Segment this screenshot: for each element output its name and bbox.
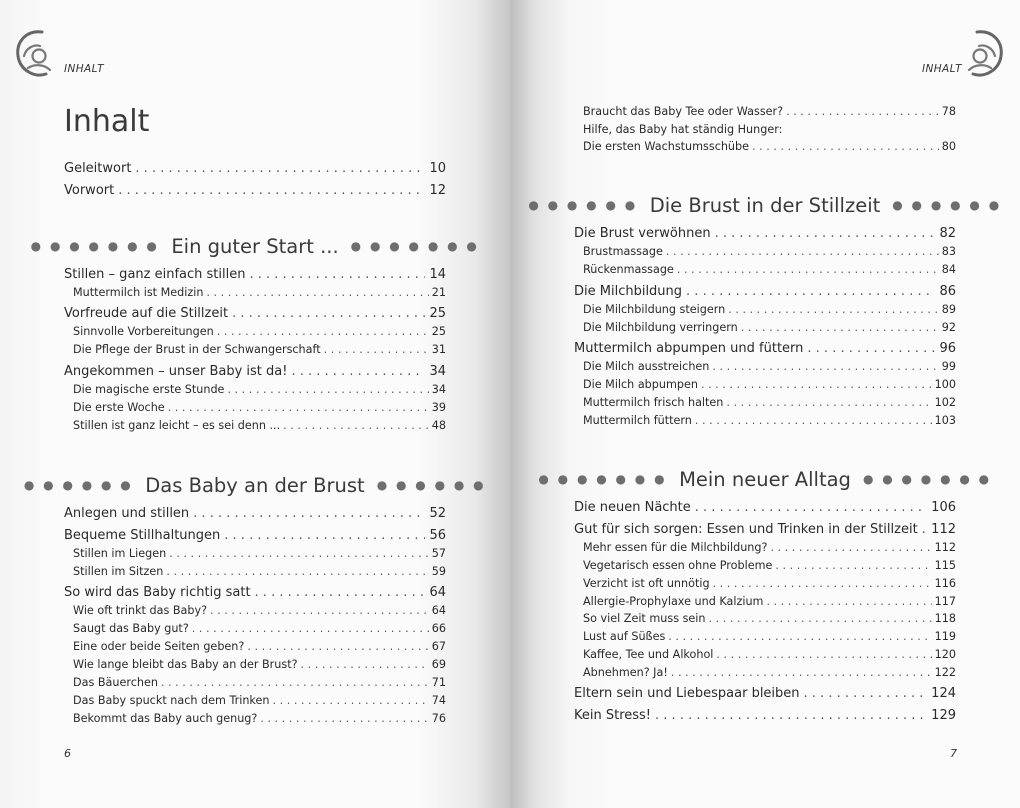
toc-subentry[interactable]: [73, 565, 446, 580]
dot-leader: [272, 694, 428, 707]
toc-entry-page: 118: [934, 612, 956, 625]
toc-entry-page: 59: [431, 565, 446, 578]
dot-leader: [206, 286, 428, 299]
toc-entry-title: Die Milch abpumpen: [583, 378, 698, 391]
toc-entry-title: Die Milch ausstreichen: [583, 360, 710, 373]
toc-entry[interactable]: [574, 341, 956, 358]
toc-entry[interactable]: [574, 226, 956, 243]
toc-entry-title: Stillen – ganz einfach stillen: [64, 267, 246, 282]
toc-entry-title: Gut für sich sorgen: Essen und Trinken in der Stillzeit: [574, 522, 918, 537]
toc-entry-title: Die ersten Wachstumsschübe: [583, 140, 750, 153]
toc-entry[interactable]: [64, 364, 446, 381]
dot-leader: [135, 161, 425, 176]
toc-entry-title: Muttermilch ist Medizin: [73, 286, 204, 299]
toc-entry-title: Angekommen – unser Baby ist da!: [64, 364, 288, 379]
heading-dots: ● ● ● ● ● ● ●: [350, 239, 480, 253]
dot-leader: [260, 712, 428, 725]
toc-entry-title: Eltern sein und Liebespaar bleiben: [574, 686, 800, 701]
dot-leader: [255, 585, 426, 600]
dot-leader: [804, 686, 928, 701]
dot-leader: [283, 419, 429, 432]
dot-leader: [249, 267, 425, 282]
toc-entry-page: 117: [934, 595, 956, 608]
dot-leader: [210, 604, 429, 617]
toc-subentry[interactable]: [583, 630, 956, 645]
toc-subentry[interactable]: [73, 286, 446, 301]
dot-leader: [324, 343, 429, 356]
dot-leader: [786, 105, 939, 118]
dot-leader: [668, 630, 931, 643]
toc-entry-title: Die magische erste Stunde: [73, 383, 225, 396]
toc-entry[interactable]: [64, 267, 446, 284]
dot-leader: [709, 612, 932, 625]
toc-entry-page: 129: [931, 708, 956, 723]
heading-dots: ● ● ● ● ● ●: [892, 198, 1002, 212]
toc-entry-title: Brustmassage: [583, 245, 663, 258]
toc-entry-title: Anlegen und stillen: [64, 506, 190, 521]
toc-entry-title: Rückenmassage: [583, 263, 674, 276]
toc-entry[interactable]: [64, 183, 446, 200]
dot-leader: [224, 528, 425, 543]
toc-entry-title: Sinnvolle Vorbereitungen: [73, 325, 214, 338]
toc-entry-page: 122: [934, 666, 956, 679]
toc-subentry[interactable]: [583, 378, 956, 393]
toc-entry-page: 103: [934, 414, 956, 427]
toc-entry-title: Die Pflege der Brust in der Schwangerschaft: [73, 343, 321, 356]
dot-leader: [166, 565, 428, 578]
page-number: 7: [950, 747, 957, 760]
toc-entry-title: Lust auf Süßes: [583, 630, 666, 643]
heading-dots: ● ● ● ● ● ●: [23, 478, 134, 492]
section-title: Die Brust in der Stillzeit: [649, 193, 881, 217]
section-title: Mein neuer Alltag: [679, 467, 851, 491]
dot-leader: [766, 595, 931, 608]
dot-leader: [741, 321, 939, 334]
toc-entry-title: Muttermilch füttern: [583, 414, 692, 427]
dot-leader: [775, 559, 931, 572]
toc-entry-page: 80: [941, 140, 956, 153]
toc-entry-page: 89: [941, 303, 956, 316]
toc-entry-title: Vegetarisch essen ohne Probleme: [583, 559, 773, 572]
toc-entry-page: 21: [431, 286, 446, 299]
dot-leader: [161, 676, 429, 689]
mother-baby-logo-icon: [12, 26, 60, 86]
toc-entry-page: 119: [934, 630, 956, 643]
dot-leader: [728, 303, 939, 316]
toc-entry[interactable]: [64, 528, 446, 545]
dot-leader: [686, 284, 935, 299]
toc-entry-title: Stillen im Liegen: [73, 547, 167, 560]
toc-entry-title: Die Milchbildung: [574, 284, 683, 299]
dot-leader: [922, 522, 928, 537]
toc-entry-page: 96: [939, 341, 956, 356]
toc-subentry[interactable]: [583, 666, 956, 681]
toc-entry-title: Vorwort: [64, 183, 115, 198]
dot-leader: [713, 577, 932, 590]
toc-entry-page: 57: [431, 547, 446, 560]
toc-entry-title: Braucht das Baby Tee oder Wasser?: [583, 105, 784, 118]
toc-entry-title: Bekommt das Baby auch genug?: [73, 712, 258, 725]
toc-entry-page: 106: [931, 500, 956, 515]
toc-entry-title: Verzicht ist oft unnötig: [583, 577, 710, 590]
section-heading: [538, 464, 992, 494]
toc-subentry[interactable]: [583, 123, 956, 138]
dot-leader: [193, 506, 425, 521]
toc-subentry[interactable]: [73, 604, 446, 619]
dot-leader: [695, 500, 927, 515]
toc-entry[interactable]: [574, 500, 956, 517]
toc-entry-title: Die Brust verwöhnen: [574, 226, 711, 241]
toc-subentry[interactable]: [73, 325, 446, 340]
toc-entry-page: 64: [429, 585, 446, 600]
dot-leader: [695, 414, 932, 427]
toc-entry[interactable]: [64, 161, 446, 178]
dot-leader: [752, 140, 939, 153]
toc-entry-page: 86: [939, 284, 956, 299]
toc-entry-page: 12: [429, 183, 446, 198]
dot-leader: [807, 341, 935, 356]
toc-entry-page: 34: [431, 383, 446, 396]
toc-subentry[interactable]: [583, 303, 956, 318]
toc-entry-title: Das Bäuerchen: [73, 676, 158, 689]
dot-leader: [247, 640, 428, 653]
dot-leader: [726, 396, 931, 409]
toc-entry[interactable]: [64, 506, 446, 523]
dot-leader: [770, 541, 931, 554]
toc-subentry[interactable]: [583, 541, 956, 556]
toc-entry-title: Mehr essen für die Milchbildung?: [583, 541, 768, 554]
heading-dots: ● ● ● ● ● ● ●: [538, 472, 668, 486]
toc-entry-title: Kein Stress!: [574, 708, 652, 723]
section-title: Ein guter Start ...: [171, 234, 339, 258]
toc-entry-page: 112: [931, 522, 956, 537]
toc-subentry[interactable]: [583, 577, 956, 592]
toc-subentry[interactable]: [73, 676, 446, 691]
toc-entry-page: 76: [431, 712, 446, 725]
toc-entry-page: 82: [939, 226, 956, 241]
toc-entry-title: Abnehmen? Ja!: [583, 666, 668, 679]
toc-entry-page: 67: [431, 640, 446, 653]
toc-subentry[interactable]: [583, 263, 956, 278]
toc-subentry[interactable]: [583, 396, 956, 411]
toc-subentry[interactable]: [73, 658, 446, 673]
toc-entry-title: Wie lange bleibt das Baby an der Brust?: [73, 658, 298, 671]
toc-entry[interactable]: [574, 686, 956, 703]
toc-entry-page: 39: [431, 401, 446, 414]
toc-entry-title: Vorfreude auf die Stillzeit: [64, 306, 229, 321]
toc-subentry[interactable]: [583, 105, 956, 120]
toc-entry-page: 48: [431, 419, 446, 432]
toc-entry-title: Stillen im Sitzen: [73, 565, 164, 578]
toc-entry-title: Die neuen Nächte: [574, 500, 691, 515]
toc-entry-title: Saugt das Baby gut?: [73, 622, 189, 635]
toc-entry-page: 92: [941, 321, 956, 334]
toc-entry-title: Bequeme Stillhaltungen: [64, 528, 221, 543]
toc-entry-title: Eine oder beide Seiten geben?: [73, 640, 245, 653]
toc-entry-title: Muttermilch abpumpen und füttern: [574, 341, 804, 356]
toc-entry-page: 64: [431, 604, 446, 617]
toc-entry-page: 66: [431, 622, 446, 635]
toc-entry-page: 74: [431, 694, 446, 707]
running-head: INHALT: [922, 63, 962, 75]
section-heading: [528, 190, 1002, 220]
toc-subentry[interactable]: [583, 612, 956, 627]
toc-subentry[interactable]: [583, 245, 956, 260]
toc-subentry[interactable]: [73, 419, 446, 434]
toc-entry-title: Allergie-Prophylaxe und Kalzium: [583, 595, 764, 608]
toc-entry-page: 112: [934, 541, 956, 554]
dot-leader: [677, 263, 939, 276]
dot-leader: [716, 648, 931, 661]
dot-leader: [291, 364, 425, 379]
toc-subentry[interactable]: [73, 712, 446, 727]
toc-entry-page: 99: [941, 360, 956, 373]
toc-entry-page: 71: [431, 676, 446, 689]
running-head: INHALT: [64, 63, 104, 75]
heading-dots: ● ● ● ● ● ● ●: [30, 239, 160, 253]
toc-entry-page: 124: [931, 686, 956, 701]
toc-entry-title: Die erste Woche: [73, 401, 165, 414]
heading-dots: ● ● ● ● ● ● ●: [862, 472, 992, 486]
toc-entry-title: Muttermilch frisch halten: [583, 396, 724, 409]
section-title: Das Baby an der Brust: [145, 473, 365, 497]
page-number: 6: [64, 747, 71, 760]
toc-entry[interactable]: [64, 306, 446, 323]
toc-entry[interactable]: [574, 284, 956, 301]
toc-subentry[interactable]: [73, 694, 446, 709]
toc-entry-page: 100: [934, 378, 956, 391]
dot-leader: [666, 245, 939, 258]
toc-entry-page: 25: [431, 325, 446, 338]
toc-entry-title: So viel Zeit muss sein: [583, 612, 706, 625]
dot-leader: [301, 658, 429, 671]
section-heading: [30, 231, 480, 261]
right-page: [510, 0, 1020, 808]
section-heading: [23, 470, 487, 500]
toc-entry[interactable]: [574, 522, 956, 539]
toc-subentry[interactable]: [73, 547, 446, 562]
toc-entry-title: Geleitwort: [64, 161, 132, 176]
toc-subentry[interactable]: [583, 648, 956, 663]
toc-entry-page: 83: [941, 245, 956, 258]
toc-entry-page: 116: [934, 577, 956, 590]
toc-entry-page: 115: [934, 559, 956, 572]
dot-leader: [715, 226, 936, 241]
toc-subentry[interactable]: [583, 140, 956, 155]
dot-leader: [118, 183, 425, 198]
toc-subentry[interactable]: [73, 343, 446, 358]
dot-leader: [192, 622, 429, 635]
toc-subentry[interactable]: [73, 640, 446, 655]
toc-entry-title: Die Milchbildung verringern: [583, 321, 738, 334]
page-title: Inhalt: [64, 104, 150, 139]
toc-subentry[interactable]: [73, 622, 446, 637]
toc-entry-title: Hilfe, das Baby hat ständig Hunger:: [583, 123, 783, 136]
toc-subentry[interactable]: [583, 360, 956, 375]
dot-leader: [168, 401, 429, 414]
toc-subentry[interactable]: [583, 414, 956, 429]
dot-leader: [655, 708, 927, 723]
toc-subentry[interactable]: [583, 321, 956, 336]
toc-entry-page: 78: [941, 105, 956, 118]
dot-leader: [712, 360, 938, 373]
toc-entry[interactable]: [574, 708, 956, 725]
toc-entry-title: Das Baby spuckt nach dem Trinken: [73, 694, 270, 707]
mother-baby-logo-icon: [959, 26, 1007, 86]
toc-entry-page: 69: [431, 658, 446, 671]
toc-subentry[interactable]: [73, 383, 446, 398]
toc-entry-title: So wird das Baby richtig satt: [64, 585, 251, 600]
toc-entry-page: 56: [429, 528, 446, 543]
heading-dots: ● ● ● ● ● ●: [376, 478, 487, 492]
dot-leader: [227, 383, 428, 396]
toc-entry-title: Kaffee, Tee und Alkohol: [583, 648, 714, 661]
toc-subentry[interactable]: [73, 401, 446, 416]
toc-entry-page: 120: [934, 648, 956, 661]
dot-leader: [217, 325, 429, 338]
toc-entry-page: 52: [429, 506, 446, 521]
toc-entry-page: 84: [941, 263, 956, 276]
dot-leader: [169, 547, 429, 560]
toc-entry-page: 31: [431, 343, 446, 356]
toc-entry-page: 25: [429, 306, 446, 321]
toc-entry-page: 10: [429, 161, 446, 176]
dot-leader: [232, 306, 425, 321]
toc-entry-page: 34: [429, 364, 446, 379]
dot-leader: [671, 666, 932, 679]
toc-entry-title: Die Milchbildung steigern: [583, 303, 726, 316]
dot-leader: [701, 378, 932, 391]
heading-dots: ● ● ● ● ● ●: [528, 198, 638, 212]
toc-entry-page: 102: [934, 396, 956, 409]
toc-entry[interactable]: [64, 585, 446, 602]
toc-entry-title: Wie oft trinkt das Baby?: [73, 604, 208, 617]
toc-subentry[interactable]: [583, 595, 956, 610]
toc-entry-title: Stillen ist ganz leicht – es sei denn ...: [73, 419, 281, 432]
toc-subentry[interactable]: [583, 559, 956, 574]
toc-entry-page: 14: [429, 267, 446, 282]
